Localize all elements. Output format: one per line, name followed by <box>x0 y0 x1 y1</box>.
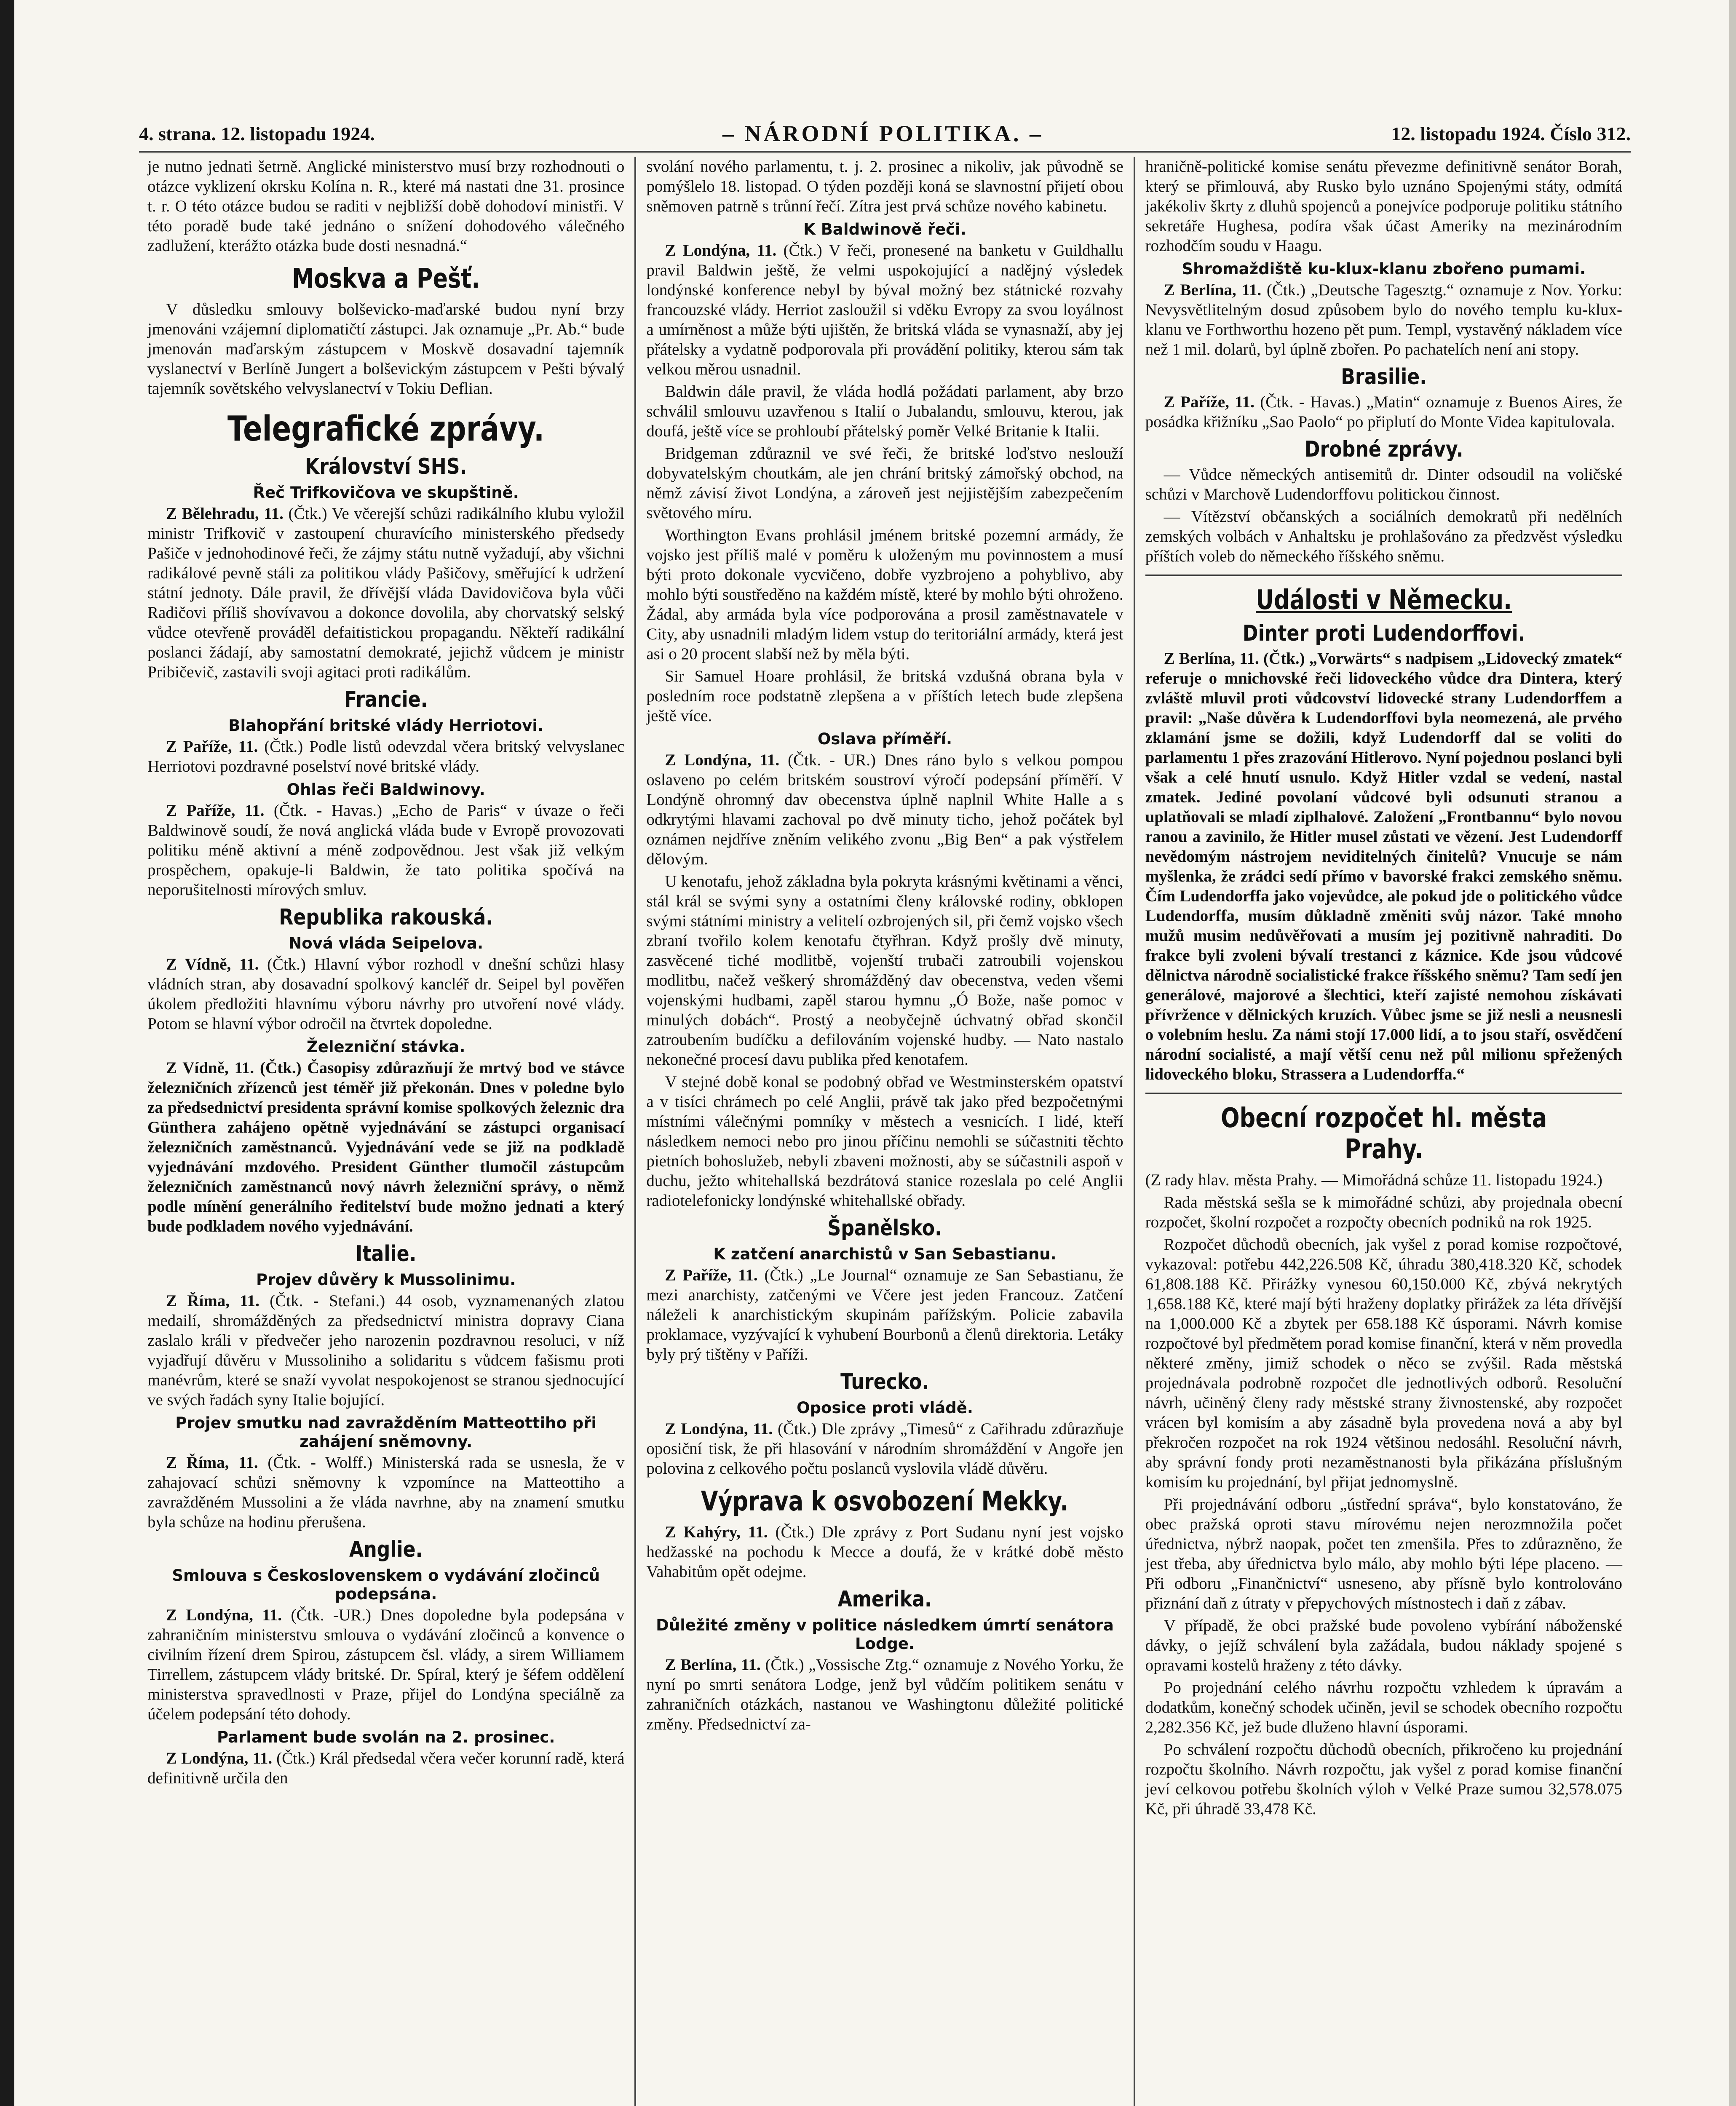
brasilie-article <box>1145 392 1622 432</box>
rakousko-bold-block <box>147 1058 624 1236</box>
francie-title: Francie. <box>344 687 428 712</box>
col3-intro: hraničně-politické komise senátu převezme definitivně senátor Borah, který se přimlouvá, aby Rusko bylo uznáno Spojenými státy, odmítá jakékoliv škrty z dluhů spojenců a ponejvíce podporuje politiku státního sekretáře Hughesa, podíra však účast Ameriky na mezinárodním rozhodčím soudu v Haagu. <box>1145 158 1622 255</box>
header-rule <box>139 151 1631 153</box>
vyprava-dateline: Z Kahýry, 11. <box>665 1523 768 1541</box>
shs-sub: Řeč Trifkovičova ve skupštině. <box>253 484 519 502</box>
anglie-dateline2: Z Londýna, 11. <box>166 1749 273 1767</box>
brasilie-dateline: Z Paříže, 11. <box>1164 393 1255 411</box>
rozpocet-text4: V případě, že obci pražské bude povoleno vybírání náboženské dávky, o jejíž schválení byla zažádala, budou náklady spojené s opravami kostelů hraženy z této dávky. <box>1145 1617 1622 1674</box>
turecko-text: (Čtk.) Dle zprávy „Timesů“ z Cařihradu zdůrazňuje oposiční tisk, že při hlasování v národním shromáždění v Angoře jen polovina z celkového počtu poslanců vyslovila vládě důvěru. <box>646 1420 1123 1478</box>
italie-text1: (Čtk. - Stefani.) 44 osob, vyznamenaných zlatou medailí, shromážděných za předsednictví ministra dopravy Ciana zaslalo králi v předvečer jeho narozenin pozdravnou resoluci, v níž vyjadřují důvěru v Mussoliniho a solidaritu s vůdcem fašismu proti manévrům, které se snaží vyvolat nespokojenost se stranou sjednocující ve svých řadách syny Italie bojující. <box>147 1292 625 1409</box>
spanelsko-sub: K zatčení anarchistů v San Sebastianu. <box>713 1245 1057 1263</box>
francie-dateline2: Z Paříže, 11. <box>166 802 265 820</box>
oslava-text3: V stejné době konal se podobný obřad ve Westminsterském opatství a v tisíci chrámech po celé Anglii, právě tak jako před bezpočetnými místními válečnými pomníky v městech a vesnicích. I lidé, kteří následkem nemoci nebo pro jinou příčinu nemohli se súčastniti těchto pietních bohoslužeb, nebyli zbaveni možnosti, aby se súčastnili aspoň v duchu, ježto whitehallská bezdrátová stanice rozeslala po celé Anglii radiotelefonicky londýnské whitehallské obřady. <box>646 1073 1123 1210</box>
moskva-text: V důsledku smlouvy bolševicko-maďarské budou nyní brzy jmenováni vzájemní diplomatičtí zástupci. Jak oznamuje „Pr. Ab.“ bude jmenován maďarským zástupcem v Moskvě dosavadní tajemník vyslanectví v Berlíně Jungert a bolševickým zástupcem v Pešti bývalý tajemník sovětského velvyslanectví v Tokiu Deflian. <box>147 300 625 398</box>
telegraf-title: Telegrafické zprávy. <box>227 409 545 449</box>
rozpocet-text5: Po projednání celého návrhu rozpočtu vzhledem k úpravám a dodatkům, konečný schodek učiněn, jevil se schodek obecního rozpočtu 2,282.356 Kč, jež bude dluženo hlavní úsporami. <box>1145 1678 1622 1736</box>
rozpocet-title: Obecní rozpočet hl. města Prahy. <box>1220 1103 1547 1165</box>
shs-article <box>147 504 624 682</box>
anglie-article2 <box>147 1748 624 1788</box>
column-rule-2 <box>1134 157 1135 2106</box>
baldwin-sub: K Baldwinově řeči. <box>803 220 966 238</box>
francie-dateline1: Z Paříže, 11. <box>166 738 258 756</box>
brasilie-text: (Čtk. - Havas.) „Matin“ oznamuje z Buenos Aires, že posádka křižníku „Sao Paolo“ po připlutí do Monte Videa kapitulovala. <box>1145 393 1622 431</box>
section-divider <box>1145 575 1622 576</box>
oslava-article <box>646 750 1123 869</box>
francie-sub1: Blahopřání britské vlády Herriotovi. <box>228 716 544 735</box>
col1-intro: je nutno jednati šetrně. Anglické ministerstvo musí brzy rozhodnouti o otázce vyklizení okrsku Kolína n. R., které má nastati dne 31. prosince t. r. O této otázce budou se raditi v nejbližší době dohodoví ministři. V této poradě bude také jednáno o snížení dohodového válečného zadlužení, kterážto otázka bude dosti nesnadná.“ <box>147 158 625 255</box>
baldwin-dateline: Z Londýna, 11. <box>665 241 777 259</box>
turecko-title: Turecko. <box>840 1369 929 1395</box>
column-rule-1 <box>634 157 636 2106</box>
rakousko-text2: (Čtk.) Časopisy zdůrazňují že mrtvý bod ve stávce železničních zřízenců jest téměř již překonán. Dnes v poledne bylo za předsednictví presidenta správní komise spolkových železnic dra Günthera zahájeno opětně vyjednávání se zástupci organisací železničních zaměstnanců. Vyjednávání vede se již na podkladě vyjednávání mzdového. President Günther tlumočil zástupcům železničních zaměstnanců nový návrh železniční správy, o němž podle mínění generálního ředitelství bude možno jednati a který bude podkladem nového vyjednávání. <box>147 1059 625 1235</box>
rakousko-dateline1: Z Vídně, 11. <box>166 955 259 973</box>
rozpocet-text6: Po schválení rozpočtu důchodů obecních, přikročeno ku projednání rozpočtu školního. Návrh rozpočtu, jak vyšel z porad komise finanční jeví celkovou potřebu školních výloh v Velké Praze sumou 32,578.075 Kč, při úhradě 33,478 Kč. <box>1145 1740 1622 1818</box>
rozpocet-text3: Při projednávání odboru „ústřední správa“, bylo konstatováno, že obec pražská oproti stavu mírovému nejen nerozmnožila počet úřednictva, nýbrž naopak, počet ten zmenšila. Přes to zdůrazněno, že jest třeba, aby úřednictva bylo málo, aby mohlo býti lépe placeno. — Při odboru „Finančnictví“ usneseno, aby přísně bylo kontrolováno přiznání daň z útraty v přepychových místnostech i daň z zábav. <box>1145 1495 1622 1612</box>
italie-text2: (Čtk. - Wolff.) Ministerská rada se usnesla, že v zahajovací schůzi sněmovny k vzpomínce na Matteottiho a zavražděném Mussolini a že vláda navrhne, aby na znamení smutku byla schůze na hodinu přerušena. <box>147 1454 625 1531</box>
italie-article1 <box>147 1291 624 1410</box>
oslava-text2: U kenotafu, jehož základna byla pokryta krásnými květinami a věnci, stál král se svými syny a ostatními členy královské rodiny, obklopen svými státními ministry a velitelí ozbrojených sil, při čemž vojsko všech zbraní tvořilo kolem kenotafu čtyřhran. Když prošly dvě minuty, zasvěcené tiché modlitbě, vojenští trubači zatroubili vojenskou modlitbu, načež veškerý shromážděný dav obecenstva, veden všemi vojenskými hudbami, zapěl starou hymnu „Ó Bože, naše pomoc v minulých dobách“. Prostý a neobyčejně úchvatný obřad skončil zatroubením budíčku a defilováním vojenské hudby. — Nato nastalo nekonečné procesí davu publika před kenotafem. <box>646 872 1123 1069</box>
moskva-title: Moskva a Pešť. <box>292 263 480 294</box>
drobne-text2: — Vítězství občanských a sociálních demokratů při nedělních zemských volbách v Anhaltsku je prohlašováno za předzvěst výsledku příštích voleb do německého říšského sněmu. <box>1145 508 1622 565</box>
amerika-dateline: Z Berlína, 11. <box>665 1656 761 1674</box>
rakousko-title: Republika rakouská. <box>279 905 493 930</box>
rozpocet-text1: Rada městská sešla se k mimořádné schůzi, aby projednala obecní rozpočet, školní rozpočet a rozpočty obecních podniků na rok 1925. <box>1145 1193 1622 1231</box>
udalosti-sub: Dinter proti Ludendorffovi. <box>1242 621 1525 646</box>
section-divider-2 <box>1145 1093 1622 1094</box>
shs-text: (Čtk.) Ve včerejší schůzi radikálního klubu vyložil ministr Trifkovič v zastoupení churavícího ministerského předsedy Pašiče v jednohodinové řeči, že zájmy státu nutně vyžadují, aby všichni radikálové pevně stáli za politikou vlády Pašičovy, směřující k udržení státní jednoty. Dále pravil, že dřívější vláda Davidovičova byla vůči Radičovi příliš shovívavou a dokonce dovolila, aby chorvatský selský vůdce otevřeně prováděl defaitistickou propagandu. Někteří radikální poslanci žádají, aby samostatní demokraté, jejichž vůdcem je ministr Pribičevič, zastavili svoji agitaci proti radikálům. <box>147 505 625 681</box>
shs-title: Království SHS. <box>305 454 467 479</box>
turecko-article <box>646 1419 1123 1478</box>
turecko-dateline: Z Londýna, 11. <box>665 1420 773 1438</box>
column-1 <box>139 157 633 2106</box>
scan-edge-right <box>1729 0 1736 2106</box>
header-left: 4. strana. 12. listopadu 1924. <box>139 123 375 144</box>
vyprava-text: (Čtk.) Dle zprávy z Port Sudanu nyní jest vojsko hedžasské na pochodu k Mecce a doufá, že v krátké době město Vahabitům opět odejme. <box>646 1523 1123 1581</box>
spanelsko-dateline: Z Paříže, 11. <box>665 1266 758 1284</box>
baldwin-text2: Baldwin dále pravil, že vláda hodlá požádati parlament, aby brzo schválil smlouvu uzavřenou s Italií o Jubalandu, smlouvu, kterou, jak doufá, ještě více se prohloubí přátelský poměr Velké Britanie k Italii. <box>646 382 1123 440</box>
francie-sub2: Ohlas řeči Baldwinovy. <box>286 780 485 799</box>
anglie-article1 <box>147 1605 624 1724</box>
italie-sub1: Projev důvěry k Mussolinimu. <box>256 1271 516 1289</box>
amerika-article <box>646 1655 1123 1734</box>
oslava-text1: (Čtk. - UR.) Dnes ráno bylo s velkou pompou oslaveno po celém britském soustroví výročí podepsání příměří. V Londýně ohromný dav obecenstva úplně naplnil White Halle a s odkrytými hlavami zachoval po dvě minuty ticho, jehož počátek byl oznámen nejdříve zněním velikého zvonu „Big Ben“ a pak výstřelem dělovým. <box>646 751 1123 868</box>
udalosti-bold-block <box>1145 649 1622 1084</box>
amerika-title: Amerika. <box>837 1587 932 1612</box>
kkk-article <box>1145 280 1622 359</box>
vyprava-article <box>646 1522 1123 1582</box>
italie-dateline2: Z Říma, 11. <box>166 1454 258 1472</box>
rakousko-sub1: Nová vláda Seipelova. <box>289 934 484 952</box>
page-header <box>139 117 1631 150</box>
italie-title: Italie. <box>355 1241 417 1267</box>
baldwin-text1: (Čtk.) V řeči, pronesené na banketu v Guildhallu pravil Baldwin ještě, že velmi uspokojující a nadějný výsledek londýnské konference nebyl by býval možný bez státnické rozvahy francouzské vlády. Herriot zasloužil si vděku Evropy za svou loyálnost a umírněnost a může býti ujištěn, že britská vláda se vynasnaží, aby jej přátelsky a vydatně podporovala při provádění politiky, kterou sám tak velkou měrou usnadnil. <box>646 241 1123 378</box>
turecko-sub: Oposice proti vládě. <box>797 1399 973 1417</box>
anglie-sub2: Parlament bude svolán na 2. prosinec. <box>217 1728 555 1746</box>
baldwin-text4: Worthington Evans prohlásil jménem britské pozemní armády, že vojsko jest příliš malé v poměru k uloženým mu povinnostem a musí býti proto dokonale vycvičeno, dobře vyzbrojeno a pohyblivo, aby mohlo býti soustředěno na každém místě, které by mohlo býti ohroženo. Žádal, aby armáda byla více podporována a prosil zaměstnavatele v City, aby usnadnili mladým lidem vstup do teritoriální armády, která jest asi o 20 procent slabší než by měla býti. <box>646 526 1123 663</box>
kkk-text: (Čtk.) „Deutsche Tagesztg.“ oznamuje z Nov. Yorku: Nevysvětlitelným dosud způsobem bylo do nového templu ku-klux-klanu ve Forthworthu hozeno pět pum. Templ, vystavěný nákladem více než 1 mil. dolarů, byl úplně zbořen. Po pachatelích není ani stopy. <box>1145 281 1622 358</box>
italie-sub2: Projev smutku nad zavražděním Matteottiho při zahájení sněmovny. <box>175 1414 597 1451</box>
anglie-text2: (Čtk.) Král předsedal včera večer korunní radě, která definitivně určila den <box>147 1749 625 1787</box>
anglie-sub1: Smlouva s Československem o vydávání zločinců podepsána. <box>172 1566 600 1603</box>
rakousko-article1 <box>147 954 624 1034</box>
francie-article2 <box>147 801 624 900</box>
udalosti-article <box>1145 649 1622 1084</box>
masthead: – NÁRODNÍ POLITIKA. – <box>722 121 1044 146</box>
spanelsko-title: Španělsko. <box>827 1216 942 1241</box>
oslava-dateline: Z Londýna, 11. <box>665 751 780 769</box>
header-right: 12. listopadu 1924. Číslo 312. <box>1391 123 1631 144</box>
anglie-text1: (Čtk. -UR.) Dnes dopoledne byla podepsána v zahraničním ministerstvu smlouva o vydávání zločinců a konvence o civilním řízení drem Spirou, zástupcem čsl. vlády, a sirem Williamem Tirrellem, zástupcem vlády britské. Dr. Spíral, který je šéfem oddělení ministerstva spravedlnosti v Praze, přijel do Londýna speciálně za účelem podepsání této dohody. <box>147 1606 625 1723</box>
francie-text1: (Čtk.) Podle listů odevzdal včera britský velvyslanec Herriotovi pozdravné poselství nové britské vlády. <box>147 738 625 775</box>
rakousko-dateline2: Z Vídně, 11. <box>166 1059 254 1077</box>
udalosti-dateline: Z Berlína, 11. <box>1164 649 1259 668</box>
spanelsko-article <box>646 1265 1123 1364</box>
anglie-title: Anglie. <box>349 1537 423 1562</box>
scan-edge-left <box>0 0 14 2106</box>
kkk-dateline: Z Berlína, 11. <box>1164 281 1262 299</box>
baldwin-text5: Sir Samuel Hoare prohlásil, že britská vzdušná obrana byla v posledním roce podstatně zlepšena a v příštích letech bude zlepšena ještě více. <box>646 667 1123 725</box>
francie-article1 <box>147 737 624 776</box>
udalosti-title: Události v Německu. <box>1255 585 1512 616</box>
italie-dateline1: Z Říma, 11. <box>166 1292 259 1310</box>
rakousko-sub2: Železniční stávka. <box>306 1038 465 1056</box>
rozpocet-source: (Z rady hlav. města Prahy. — Mimořádná schůze 11. listopadu 1924.) <box>1145 1171 1602 1189</box>
amerika-text: (Čtk.) „Vossische Ztg.“ oznamuje z Nového Yorku, že nyní po smrti senátora Lodge, jenž byl vůdčím politikem senátu v zahraničních otázkách, nastanou ve Washingtonu důležité politické změny. Předsednictví za- <box>646 1656 1123 1733</box>
column-2 <box>638 157 1131 2106</box>
francie-text2: (Čtk. - Havas.) „Echo de Paris“ v úvaze o řeči Baldwinově soudí, že nová anglická vláda bude v Evropě provozovati politiku méně aktivní a méně zodpovědnou. Jest však již velkým prospěchem, opakuje-li Baldwin, že tato politika spočívá na neporušitelnosti mírových smluv. <box>147 802 625 899</box>
brasilie-title: Brasilie. <box>1340 364 1427 390</box>
column-3 <box>1137 157 1631 2106</box>
anglie-dateline1: Z Londýna, 11. <box>166 1606 282 1624</box>
drobne-text1: — Vůdce německých antisemitů dr. Dinter odsoudil na voličské schůzi v Marchově Ludendorffovu politickou činnost. <box>1145 465 1622 503</box>
shs-dateline: Z Bělehradu, 11. <box>166 505 284 523</box>
rakousko-article2 <box>147 1058 624 1236</box>
rakousko-text1: (Čtk.) Hlavní výbor rozhodl v dnešní schůzi hlasy vládních stran, aby dosavadní spolkový kancléř dr. Seipel byl pověřen úkolem předložiti hlavnímu výboru návrhy pro utvoření nové vlády. Potom se hlavní výbor odročil na čtvrtek dopoledne. <box>147 955 625 1033</box>
amerika-sub: Důležité změny v politice následkem úmrtí senátora Lodge. <box>656 1616 1114 1653</box>
drobne-title: Drobné zprávy. <box>1304 437 1463 462</box>
kkk-sub: Shromaždiště ku-klux-klanu zbořeno pumami. <box>1182 260 1586 278</box>
col2-intro: svolání nového parlamentu, t. j. 2. prosinec a nikoliv, jak původně se pomýšlelo 18. listopad. O týden později koná se slavnostní přijetí obou sněmoven patrně s trůnní řečí. Zítra jest prvá schůze nového kabinetu. <box>646 158 1123 215</box>
baldwin-article <box>646 241 1123 379</box>
oslava-sub: Oslava příměří. <box>817 730 952 748</box>
baldwin-text3: Bridgeman zdůraznil ve své řeči, že britské loďstvo neslouží dobyvatelským choutkám, ale jen chrání britský zámořský obchod, na němž závisí život Londýna, a zároveň jest nejjistějším zabezpečením světového míru. <box>646 444 1123 522</box>
italie-article2 <box>147 1453 624 1532</box>
rozpocet-text2: Rozpočet důchodů obecních, jak vyšel z porad komise rozpočtové, vykazoval: potřebu 442,226.508 Kč, úhradu 380,418.320 Kč, schodek 61,808.188 Kč. Přirážky vynesou 60,150.000 Kč, zbývá nekrytých 1,658.188 Kč, které mají býti hraženy doplatky přirážek za léta dřívější na 1,000.000 Kč a zbytek per 658.188 Kč úsporami. Návrh komise rozpočtové byl předmětem porad komise finanční, která v něm provedla některé změny, jimiž schodek o něco se zvýšil. Rada městská projednávala podrobně rozpočet dle jednotlivých odborů. Resoluční návrh, učiněný členy rady městské strany živnostenské, aby rozpočet vrácen byl komisím a aby zásadně byla provedena nová a aby byl překročen rozpočet na rok 1924 většinou nedosáhl. Resoluční návrh, aby správní fondy proti nezaměstnanosti byla přikázána příslušným komisím ku projednání, byl přijat jednomyslně. <box>1145 1235 1622 1491</box>
udalosti-text: (Čtk.) „Vorwärts“ s nadpisem „Lidovecký zmatek“ referuje o mnichovské řeči lidoveckého vůdce dra Dintera, který zvláště mluvil proti vůdcovství lidovecké strany Ludendorffem a pravil: „Naše důvěra k Ludendorffovi byla neomezená, ale prvého zklamání jsme se dožili, když Ludendorff dal se voliti do parlamentu 1 přes zrazování Hitlerovo. Nyní pojednou poslanci byli však a celé hnutí usnulo. Když Hitler vzdal se vedení, nastal zmatek. Jediné povolaní vůdcové byli odsunuti stranou a uplatňovali se mladí ziplhalové. Založení „Frontbannu“ bylo novou ranou a zavinilo, že Hitler musel zůstati ve vězení. Jest Ludendorff nevědomým nástrojem neviditelných činitelů? Vnucuje se nám myšlenka, že zrádci sedí přímo v bavorské frakci zemského sněmu. Čím Ludendorffa jako vojevůdce, ale pokud jde o politického vůdce Ludendorffa, musím důkladně změniti svůj názor. Také mnoho mužů musim nedůvěřovati a musím jej pozitivně nahraditi. Do frakce byli zvoleni bývalí trestanci z káznice. Kde jsou vůdcové dělnictva národně socialistické frakce říšského sněmu? Tam sedí jen generálové, majorové a šlechtici, kteří zajisté nemohou získávati přívržence v dělnických kruzích. Vůbec jsme se již nesli a neusnesli o volebním heslu. Za námi stojí 17.000 lidí, a to jsou staří, osvědčení národní socialisté, a mají větší cenu než půl milionu spřežených lidoveckého bloku, Strassera a Ludendorffa.“ <box>1145 649 1622 1083</box>
spanelsko-text: (Čtk.) „Le Journal“ oznamuje ze San Sebastianu, že mezi anarchisty, zatčenými ve Včere jest jeden Francouz. Zatčení náleželi k anarchistickým skupinám pařížským. Policie zabavila proklamace, vyzývající k vyhubení Bourbonů a členů direktoria. Letáky byly prý tištěny v Paříži. <box>646 1266 1123 1363</box>
vyprava-title: Výprava k osvobození Mekky. <box>701 1486 1069 1517</box>
columns <box>139 157 1631 2106</box>
